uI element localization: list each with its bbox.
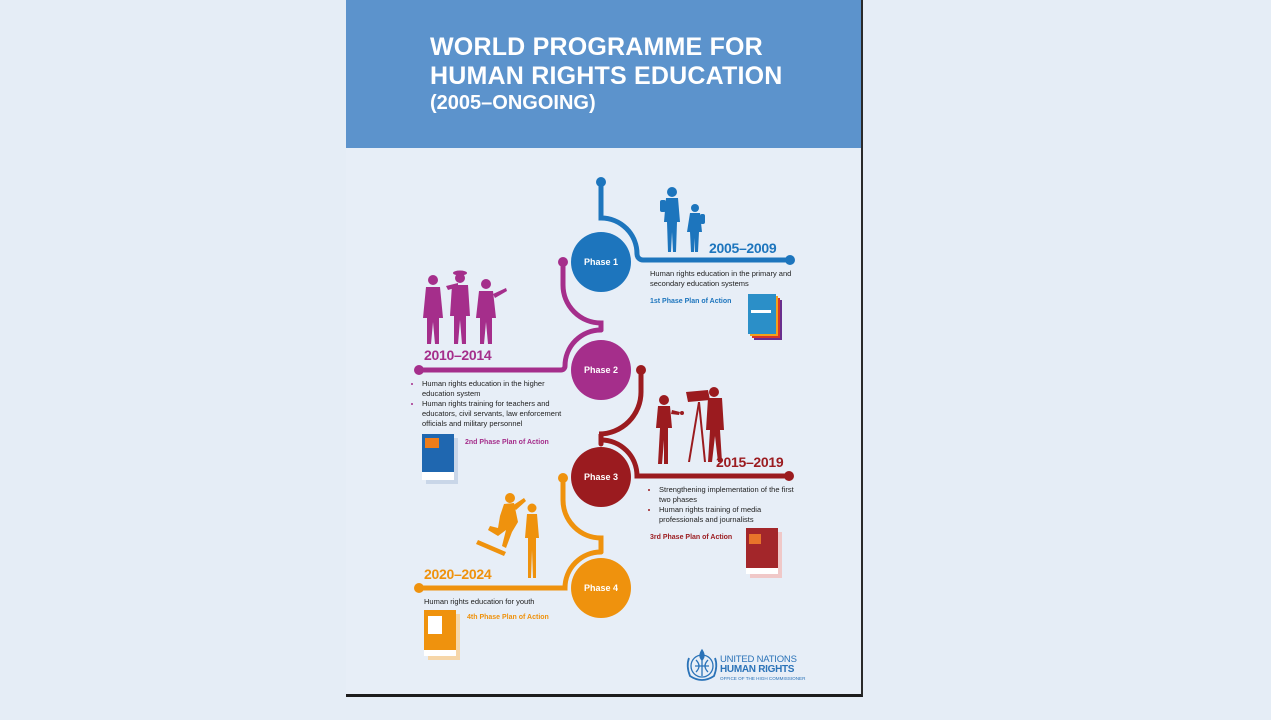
title-subtitle: (2005–ONGOING) — [430, 92, 596, 114]
phase-2-plan-book[interactable] — [422, 434, 458, 484]
phase-4-plan-label: 4th Phase Plan of Action — [467, 614, 549, 621]
officials-silhouette-icon — [423, 271, 507, 345]
phase-3-bullet-1: Strengthening implementation of the first two phases — [659, 485, 794, 504]
phase-2-plan-label: 2nd Phase Plan of Action — [465, 439, 549, 446]
un-human-rights-logo[interactable] — [684, 646, 806, 686]
logo-line-1: UNITED NATIONS — [720, 654, 797, 665]
phase-1-plan-book[interactable] — [748, 294, 782, 340]
phase-3-bullets — [649, 485, 799, 525]
phase-1-description: Human rights education in the primary and secondary education systems — [650, 269, 792, 288]
phase-4-plan-book[interactable] — [424, 610, 460, 660]
phase-4-description: Human rights education for youth — [424, 597, 535, 606]
title-line-2: HUMAN RIGHTS EDUCATION — [430, 62, 783, 90]
phase-2-bullet-1: Human rights education in the higher education system — [422, 379, 545, 398]
phase-1-plan-label: 1st Phase Plan of Action — [650, 298, 732, 305]
phase-3-plan-book[interactable] — [746, 528, 782, 578]
phase-4-years: 2020–2024 — [424, 566, 492, 582]
title-line-1: WORLD PROGRAMME FOR — [430, 33, 763, 61]
phase-3-label: Phase 3 — [583, 472, 619, 482]
phase-2-label: Phase 2 — [583, 365, 619, 375]
poster — [346, 0, 863, 697]
phase-4-label: Phase 4 — [583, 583, 619, 593]
phase-1-years: 2005–2009 — [709, 240, 777, 256]
phase-1-label: Phase 1 — [583, 257, 619, 267]
logo-line-3: OFFICE OF THE HIGH COMMISSIONER — [720, 676, 806, 681]
logo-line-2: HUMAN RIGHTS — [720, 664, 795, 675]
phase-3-years: 2015–2019 — [716, 454, 784, 470]
phase-3-bullet-2: Human rights training of media professionals and journalists — [659, 505, 762, 524]
students-silhouette-icon — [660, 187, 705, 252]
phase-3-plan-label: 3rd Phase Plan of Action — [650, 534, 733, 541]
phase-2-years: 2010–2014 — [424, 347, 492, 363]
phase-2-bullets — [412, 379, 572, 429]
journalists-silhouette-icon — [656, 387, 724, 464]
phase-2-bullet-2: Human rights training for teachers and educators, civil servants, law enforcement officials and military personnel — [422, 399, 562, 428]
